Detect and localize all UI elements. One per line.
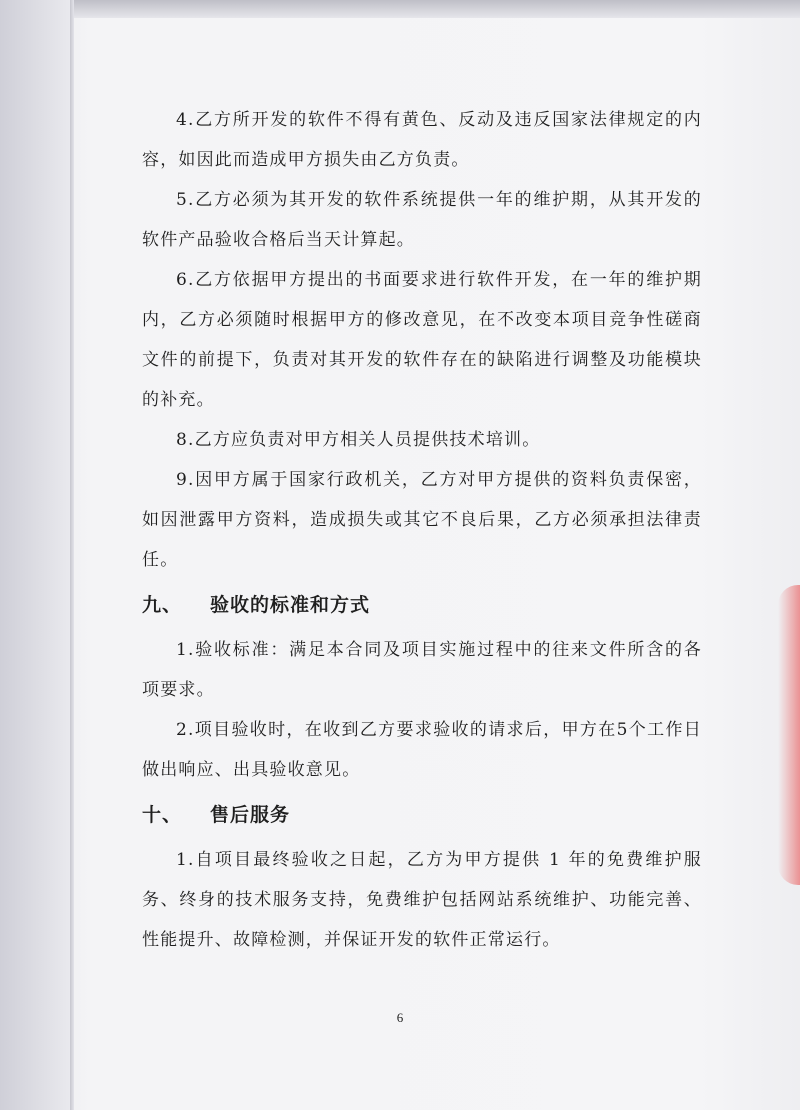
section-9-clause-1: 1.验收标准：满足本合同及项目实施过程中的往来文件所含的各项要求。	[142, 640, 702, 700]
binding-margin	[0, 0, 71, 1110]
section-10-heading	[142, 792, 702, 838]
page-number: 6	[396, 1010, 404, 1025]
section-10-number: 十、	[142, 804, 183, 826]
document-body	[142, 100, 702, 960]
red-seal-edge	[778, 585, 800, 885]
section-9-clause-2: 2.项目验收时，在收到乙方要求验收的请求后，甲方在5个工作日做出响应、出具验收意见。	[142, 720, 702, 780]
section-9-heading	[142, 582, 702, 628]
scan-top-edge	[0, 0, 800, 18]
page-fold	[70, 0, 74, 1110]
clause-9: 9.因甲方属于国家行政机关，乙方对甲方提供的资料负责保密，如因泄露甲方资料，造成损失或其它不良后果，乙方必须承担法律责任。	[142, 470, 702, 570]
clause-8: 8.乙方应负责对甲方相关人员提供技术培训。	[176, 430, 541, 450]
clause-6: 6.乙方依据甲方提出的书面要求进行软件开发，在一年的维护期内，乙方必须随时根据甲方的修改意见，在不改变本项目竞争性磋商文件的前提下，负责对其开发的软件存在的缺陷进行调整及功能模块的补充。	[142, 270, 702, 410]
section-9-title: 验收的标准和方式	[210, 594, 371, 616]
section-9-number: 九、	[142, 594, 183, 616]
section-10-title: 售后服务	[210, 804, 291, 826]
section-10-clause-1: 1.自项目最终验收之日起，乙方为甲方提供 1 年的免费维护服务、终身的技术服务支持，免费维护包括网站系统维护、功能完善、性能提升、故障检测，并保证开发的软件正常运行。	[142, 850, 702, 950]
clause-4: 4.乙方所开发的软件不得有黄色、反动及违反国家法律规定的内容，如因此而造成甲方损失由乙方负责。	[142, 110, 702, 170]
clause-5: 5.乙方必须为其开发的软件系统提供一年的维护期，从其开发的软件产品验收合格后当天计算起。	[142, 190, 702, 250]
